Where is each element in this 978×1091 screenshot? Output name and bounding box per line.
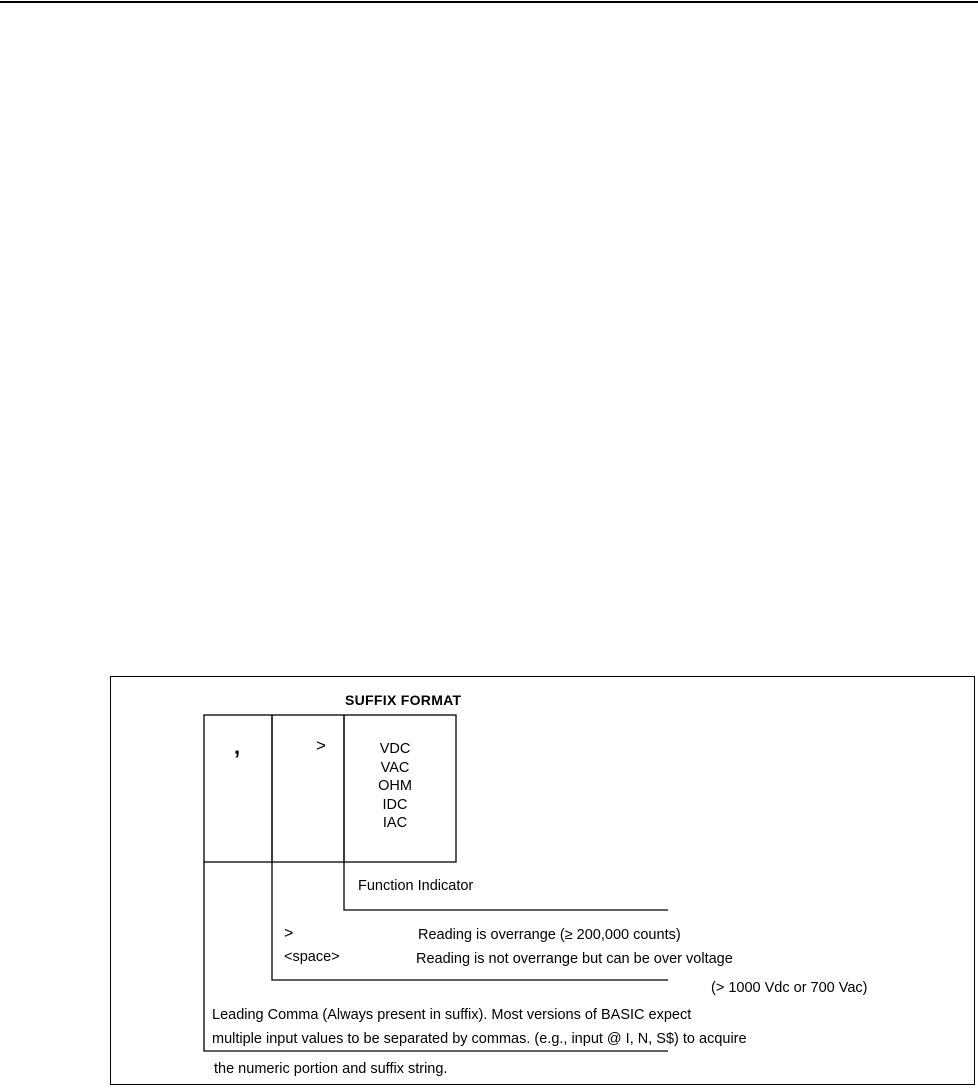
overrange-symbol-space: <space> [284, 949, 340, 965]
function-code: VAC [380, 759, 410, 776]
function-indicator-label: Function Indicator [358, 878, 474, 894]
function-code: IDC [382, 796, 408, 813]
overrange-symbol: > [316, 736, 326, 755]
function-code: IAC [382, 815, 408, 832]
function-code: OHM [378, 778, 412, 795]
function-codes-list [355, 740, 435, 833]
leading-comma-line2: multiple input values to be separated by commas. (e.g., input @ I, N, S$) to acquire [212, 1031, 747, 1047]
leading-comma-line1: Leading Comma (Always present in suffix). Most versions of BASIC expect [212, 1007, 692, 1023]
overrange-symbol-gt: > [284, 925, 294, 942]
figure-title: SUFFIX FORMAT [345, 692, 462, 708]
overrange-position-box [272, 715, 344, 862]
overrange-desc-space: Reading is not overrange but can be over voltage [416, 951, 733, 967]
overrange-desc-gt: Reading is overrange (≥ 200,000 counts) [418, 927, 681, 943]
comma-symbol: , [234, 734, 241, 759]
overvoltage-note: (> 1000 Vdc or 700 Vac) [711, 980, 868, 996]
function-code: VDC [379, 741, 411, 757]
leading-comma-line3: the numeric portion and suffix string. [214, 1061, 448, 1077]
